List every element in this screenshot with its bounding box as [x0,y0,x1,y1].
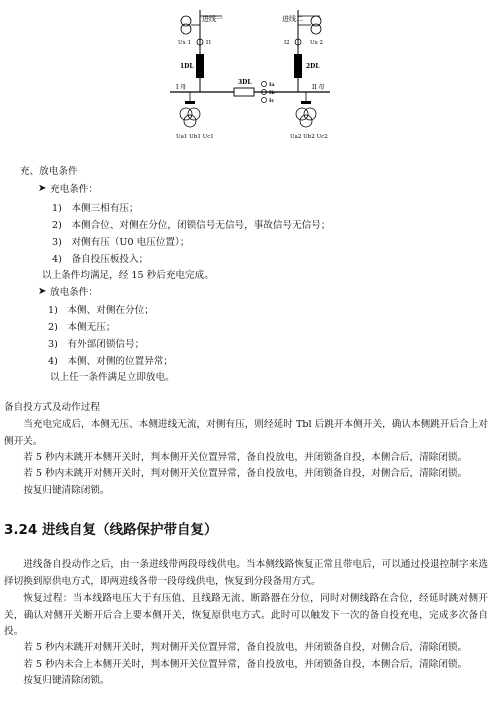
process-paragraph: 若 5 秒内未跳开对侧开关时，判对侧开关位置异常，备自投放电，并闭锁备自投，对侧合后，清除闭锁。 [23,468,468,479]
section-paragraph: 进线备自投动作之后，由一条进线带两段母线供电。当本侧线路恢复正常且带电后，可以通过投退控制字来选择切换到原供电方式，即两进线各带一段母线供电，恢复到分段备用方式。 [4,559,488,587]
i1-label: I1 [206,40,212,46]
section-paragraph: 若 5 秒内未跳开对侧开关时，判对侧开关位置异常，备自投放电，并闭锁备自投，对侧合后，清除闭锁。 [23,642,468,653]
section-paragraph: 若 5 秒内未合上本侧开关时，判本侧开关位置异常，备自投放电，并闭锁备自投，本侧合后，清除闭锁。 [23,659,468,670]
feeder2-label: 进线二 [282,15,303,23]
section-paragraph: 按复归键清除闭锁。 [23,675,110,686]
process-paragraph: 按复归键清除闭锁。 [23,485,110,496]
discharge-title: 放电条件： [50,287,98,298]
charge-note: 以上条件均满足，经 15 秒后充电完成。 [42,270,214,281]
vt1-circle-bottom [181,24,191,34]
cta-circle [262,82,267,87]
pt1-circle-c [184,115,196,127]
process-title: 备自投方式及动作过程 [4,402,100,413]
pt2-circle-c [300,115,312,127]
wiring-diagram [150,4,350,154]
pt1-labels: Ua1 Ub1 Uc1 [176,134,214,140]
breaker-2dl-label: 2DL [306,63,320,70]
process-paragraph: 当充电完成后，本侧无压、本侧进线无流，对侧有压，则经延时 Tbl 后跳开本侧开关，确认本侧跳开后合上对侧开关。 [4,419,488,447]
bus2-label: II 母 [312,84,325,91]
section-paragraph: 恢复过程：当本线路电压大于有压值、且线路无流、断路器在分位，同时对侧线路在合位，经延时跳对侧开关，确认对侧开关断开后合上要本侧开关，恢复原供电方式。此时可以触发下一次的备自投充电，完成多次备自投。 [4,593,488,637]
bus1-label: I 母 [176,84,187,91]
charge-heading: 充、放电条件 [20,166,78,177]
vt2-circle-bottom [311,24,321,34]
feeder1-label: 进线一 [202,15,223,23]
section-title: 3.24 进线自复（线路保护带自复） [4,522,218,538]
ia-label: Ia [269,82,275,88]
wiring-diagram-svg [150,4,350,154]
ic-label: Ic [269,98,275,104]
discharge-item: 4) 本侧、对侧的位置异常； [48,356,173,367]
charge-item: 2) 本侧合位、对侧在分位，闭锁信号无信号，事故信号无信号； [52,220,331,231]
charge-item: 1) 本侧三相有压； [52,203,139,214]
breaker-3dl [234,88,254,96]
ux1-label: Ux 1 [178,40,191,46]
discharge-note: 以上任一条件满足立即放电。 [50,372,175,383]
vt1-circle-top [181,16,191,26]
bullet-arrow-icon: ➤ [38,183,47,194]
breaker-1dl [196,54,204,78]
vt2-circle-top [311,16,321,26]
charge-item: 3) 对侧有压（U0 电压位置）； [52,237,190,248]
charge-title: 充电条件： [50,184,98,195]
breaker-1dl-label: 1DL [180,63,194,70]
breaker-3dl-label: 3DL [238,79,252,86]
ctc-circle [262,98,267,103]
discharge-item: 3) 有外部闭锁信号； [48,339,145,350]
pt1-circle-b [188,108,200,120]
breaker-2dl [294,54,302,78]
ux2-label: Ux 2 [310,40,323,46]
pt2-labels: Ua2 Ub2 Uc2 [290,134,328,140]
i2-label: I2 [284,40,290,46]
ib-label: Ib [269,90,275,96]
pt2-circle-b [304,108,316,120]
process-paragraph: 若 5 秒内未跳开本侧开关时，判本侧开关位置异常，备自投放电，并闭锁备自投，本侧合后，清除闭锁。 [23,452,468,463]
discharge-item: 2) 本侧无压； [48,322,116,333]
pt2-fuse [301,101,311,104]
charge-item: 4) 备自投压板投入； [52,254,149,265]
pt1-fuse [185,101,195,104]
bullet-arrow-icon: ➤ [38,286,47,297]
discharge-item: 1) 本侧、对侧在分位； [48,305,154,316]
